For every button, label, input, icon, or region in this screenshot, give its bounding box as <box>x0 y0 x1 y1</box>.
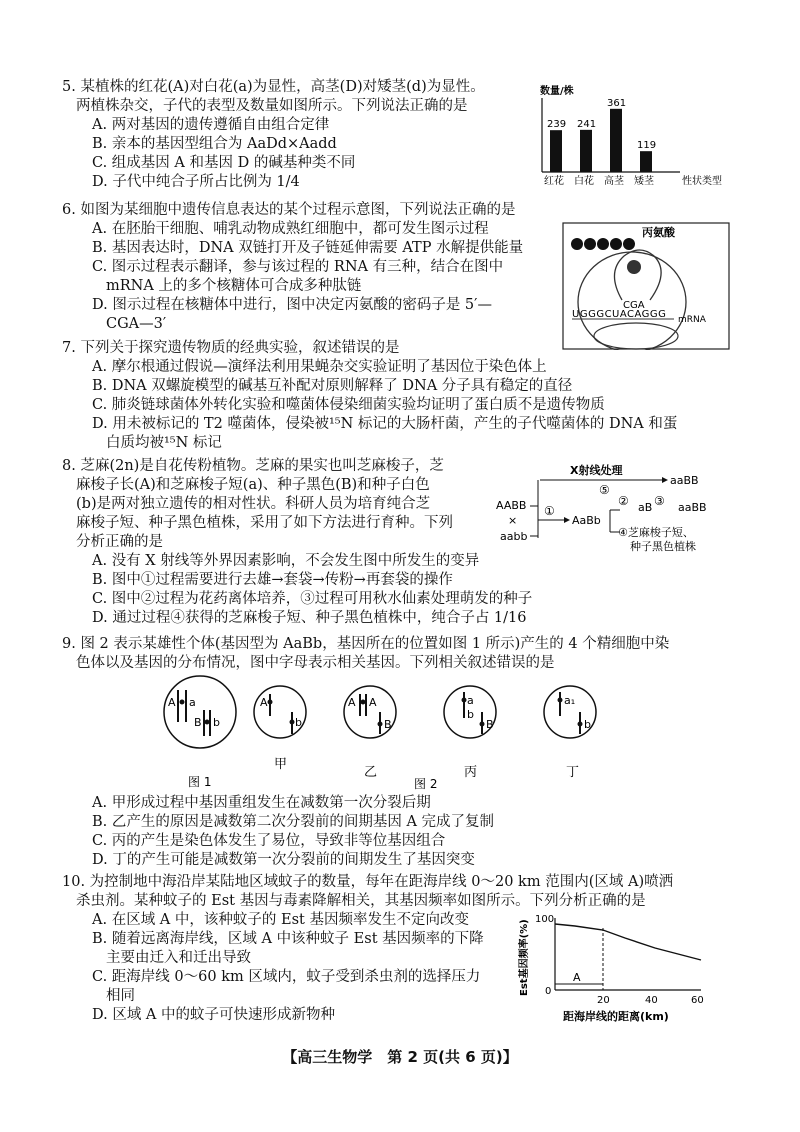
est-curve <box>555 924 701 960</box>
bar-3 <box>640 151 652 172</box>
question-6 <box>62 201 523 334</box>
cross-symbol: × <box>508 514 518 527</box>
q6-option-d[interactable]: D. 图示过程在核糖体中进行，图中决定丙氨酸的密码子是 5′— <box>92 297 492 313</box>
q9-option-c[interactable]: C. 丙的产生是染色体发生了易位，导致非等位基因组合 <box>92 833 446 849</box>
q8-option-a[interactable]: A. 没有 X 射线等外界因素影响，不会发生图中所发生的变异 <box>92 553 480 569</box>
q10-stem: 杀虫剂。某种蚊子的 Est 基因与毒素降解相关，其基因频率如图所示。下列分析正确的是 <box>76 893 646 909</box>
q5-option-c[interactable]: C. 组成基因 A 和基因 D 的碱基种类不同 <box>92 155 356 171</box>
step-5: ⑤ <box>599 483 610 497</box>
q5-bar-chart <box>530 80 730 188</box>
question-8 <box>62 457 532 628</box>
mrna-label: mRNA <box>678 315 706 325</box>
category-label: 白花 <box>574 176 594 187</box>
f1-genotype: AaBb <box>572 514 601 527</box>
bar-value-label: 241 <box>577 118 597 130</box>
svg-text:A: A <box>260 696 268 709</box>
svg-text:40: 40 <box>645 995 658 1006</box>
q8-stem: 分析正确的是 <box>76 534 163 550</box>
alanine-label: 丙氨酸 <box>642 226 675 239</box>
q9-option-d[interactable]: D. 丁的产生可能是减数第一次分裂前的间期发生了基因突变 <box>92 852 475 868</box>
q10-option-c-cont: 相同 <box>106 988 135 1004</box>
svg-text:A: A <box>348 696 356 709</box>
q10-stem: 10. 为控制地中海沿岸某陆地区域蚊子的数量，每年在距海岸线 0～20 km 范围内(区域 A)喷洒 <box>62 874 674 890</box>
cell-diagrams <box>150 672 640 792</box>
q5-option-a[interactable]: A. 两对基因的遗传遵循自由组合定律 <box>92 117 330 133</box>
step-3: ③ <box>654 494 665 508</box>
q6-option-a[interactable]: A. 在胚胎干细胞、哺乳动物成熟红细胞中，都可发生图示过程 <box>92 221 489 237</box>
mrna-sequence: UGGGCUACAGGG <box>572 309 667 320</box>
est-frequency-chart <box>515 908 715 1026</box>
category-label: 高茎 <box>604 176 624 187</box>
q8-stem: 麻梭子长(A)和芝麻梭子短(a)、种子黑色(B)和种子白色 <box>76 477 430 493</box>
chart-ylabel: 数量/株 <box>540 86 574 97</box>
label-yi: 乙 <box>364 765 378 780</box>
result-aaBB-top: aaBB <box>670 474 699 487</box>
svg-text:b: b <box>213 716 220 729</box>
bar-value-label: 361 <box>607 97 627 109</box>
parent-2: aabb <box>500 530 528 543</box>
q8-stem: (b)是两对独立遗传的相对性状。科研人员为培育纯合芝 <box>76 496 431 512</box>
svg-text:B: B <box>194 716 202 729</box>
q6-option-c[interactable]: C. 图示过程表示翻译，参与该过程的 RNA 有三种，结合在图中 <box>92 259 504 275</box>
q7-stem: 7. 下列关于探究遗传物质的经典实验，叙述错误的是 <box>62 340 400 356</box>
svg-text:60: 60 <box>691 995 704 1006</box>
svg-text:A: A <box>168 696 176 709</box>
bar-value-label: 119 <box>637 140 657 152</box>
trna-loop <box>627 260 641 274</box>
q8-option-c[interactable]: C. 图中②过程为花药离体培养，③过程可用秋水仙素处理萌发的种子 <box>92 591 533 607</box>
q5-option-d[interactable]: D. 子代中纯合子所占比例为 1/4 <box>92 174 300 190</box>
bar-1 <box>580 130 592 172</box>
svg-text:20: 20 <box>597 995 610 1006</box>
amino-acid <box>623 238 635 250</box>
result-aaBB: aaBB <box>678 501 707 514</box>
question-5 <box>62 78 485 192</box>
q9-option-a[interactable]: A. 甲形成过程中基因重组发生在减数第一次分裂后期 <box>92 795 431 811</box>
bar-value-label: 239 <box>547 119 567 131</box>
page-footer: 【高三生物学 第 2 页(共 6 页)】 <box>282 1048 518 1066</box>
amino-acid <box>584 238 596 250</box>
label-ding: 丁 <box>566 765 580 780</box>
q6-option-b[interactable]: B. 基因表达时，DNA 双链打开及子链延伸需要 ATP 水解提供能量 <box>92 240 524 256</box>
svg-text:B: B <box>486 718 494 731</box>
step-1: ① <box>544 504 555 518</box>
svg-text:100: 100 <box>535 914 555 925</box>
q6-option-c-cont: mRNA 上的多个核糖体可合成多种肽链 <box>106 278 362 294</box>
q5-stem: 5. 某植株的红花(A)对白花(a)为显性，高茎(D)对矮茎(d)为显性。 <box>62 79 485 95</box>
q9-option-b[interactable]: B. 乙产生的原因是减数第二次分裂前的间期基因 A 完成了复制 <box>92 814 495 830</box>
est-xlabel: 距海岸线的距离(km) <box>563 1010 669 1023</box>
q9-stem: 9. 图 2 表示某雄性个体(基因型为 AaBb，基因所在的位置如图 1 所示)产生的 4 个精细胞中染 <box>62 636 670 652</box>
svg-text:B: B <box>384 718 392 731</box>
fig1-label: 图 1 <box>188 775 212 789</box>
q8-stem: 8. 芝麻(2n)是自花传粉植物。芝麻的果实也叫芝麻梭子，芝 <box>62 458 444 474</box>
amino-acid <box>571 238 583 250</box>
q7-option-c[interactable]: C. 肺炎链球菌体外转化实验和噬菌体侵染细菌实验均证明了蛋白质不是遗传物质 <box>92 397 605 413</box>
step-4-cont: 种子黑色植株 <box>630 540 696 553</box>
q5-option-b[interactable]: B. 亲本的基因型组合为 AaDd×Aadd <box>92 136 337 152</box>
question-9 <box>62 635 669 673</box>
step-4: ④芝麻梭子短、 <box>618 526 694 539</box>
xray-label: X射线处理 <box>570 464 623 477</box>
svg-text:b: b <box>584 718 591 731</box>
q8-option-d[interactable]: D. 通过过程④获得的芝麻梭子短、种子黑色植株中，纯合子占 1/16 <box>92 610 527 626</box>
svg-text:b: b <box>467 708 474 721</box>
q6-stem: 6. 如图为某细胞中遗传信息表达的某个过程示意图，下列说法正确的是 <box>62 202 516 218</box>
q7-option-d-cont: 白质均被¹⁵N 标记 <box>106 435 222 451</box>
est-ylabel: Est基因频率(%) <box>519 919 530 996</box>
q10-option-b-cont: 主要由迁入和迁出导致 <box>106 950 251 966</box>
q8-option-b[interactable]: B. 图中①过程需要进行去雄→套袋→传粉→再套袋的操作 <box>92 572 453 588</box>
breeding-diagram <box>492 460 732 560</box>
parent-1: AABB <box>496 499 527 512</box>
bar-2 <box>610 109 622 172</box>
q5-stem: 两植株杂交，子代的表型及数量如图所示。下列说法正确的是 <box>76 98 468 114</box>
q6-option-d-cont: CGA—3′ <box>106 316 167 332</box>
cell-jia <box>254 686 306 738</box>
q10-option-c[interactable]: C. 距海岸线 0～60 km 区域内，蚊子受到杀虫剂的选择压力 <box>92 969 481 985</box>
q7-option-d[interactable]: D. 用未被标记的 T2 噬菌体，侵染被¹⁵N 标记的大肠杆菌，产生的子代噬菌体的 DNA 和蛋 <box>92 416 678 432</box>
q10-option-a[interactable]: A. 在区域 A 中，该种蚊子的 Est 基因频率发生不定向改变 <box>92 912 469 928</box>
label-bing: 丙 <box>464 765 478 780</box>
svg-text:a: a <box>189 696 196 709</box>
category-label: 红花 <box>544 176 564 187</box>
translation-diagram <box>562 222 730 350</box>
cell-fig1 <box>164 676 236 748</box>
fig2-label: 图 2 <box>414 777 438 791</box>
question-9-options <box>62 794 494 870</box>
label-jia: 甲 <box>274 757 288 772</box>
q9-stem: 色体以及基因的分布情况，图中字母表示相关基因。下列相关叙述错误的是 <box>76 655 555 671</box>
category-label: 矮茎 <box>634 176 654 187</box>
svg-text:a₁: a₁ <box>564 694 576 707</box>
q8-stem: 麻梭子短、种子黑色植株，采用了如下方法进行育种。下列 <box>76 515 453 531</box>
svg-text:b: b <box>295 716 302 729</box>
haploid-aB: aB <box>638 501 653 514</box>
q7-option-a[interactable]: A. 摩尔根通过假说—演绎法利用果蝇杂交实验证明了基因位于染色体上 <box>92 359 547 375</box>
svg-text:0: 0 <box>545 986 552 997</box>
question-7 <box>62 339 677 453</box>
svg-text:a: a <box>467 694 474 707</box>
amino-acid <box>597 238 609 250</box>
q10-option-d[interactable]: D. 区域 A 中的蚊子可快速形成新物种 <box>92 1007 336 1023</box>
chart-xlabel: 性状类型 <box>682 176 722 187</box>
svg-text:A: A <box>369 696 377 709</box>
q10-option-b[interactable]: B. 随着远离海岸线，区域 A 中该种蚊子 Est 基因频率的下降 <box>92 931 484 947</box>
bar-0 <box>550 130 562 172</box>
region-a-label: A <box>573 971 581 984</box>
amino-acid <box>610 238 622 250</box>
anticodon: CGA <box>623 300 645 311</box>
q7-option-b[interactable]: B. DNA 双螺旋模型的碱基互补配对原则解释了 DNA 分子具有稳定的直径 <box>92 378 573 394</box>
step-2: ② <box>618 494 629 508</box>
